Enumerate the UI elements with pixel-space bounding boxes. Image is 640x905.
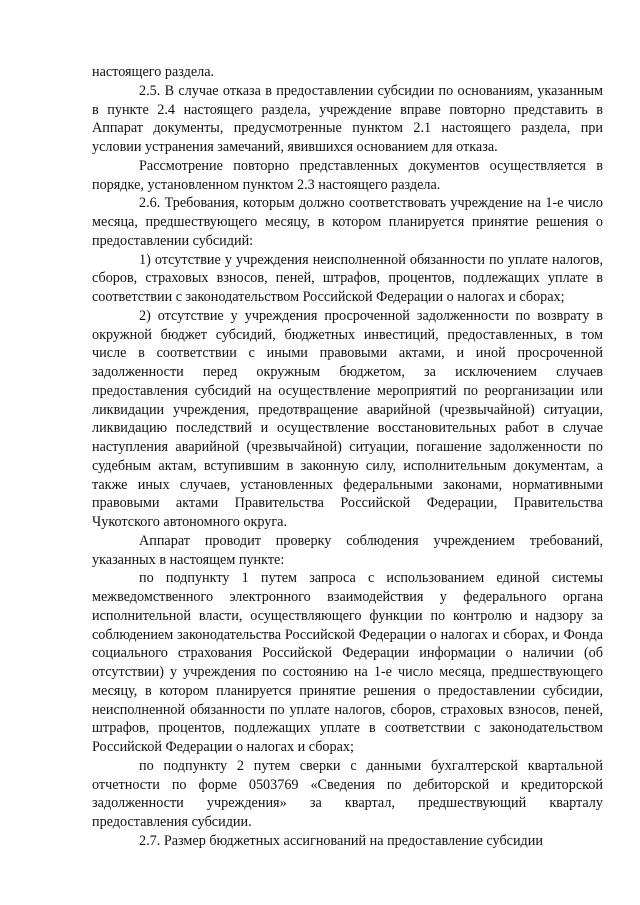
paragraph-2-6: 2.6. Требования, которым должно соответствовать учреждение на 1-е число месяца, предшествующего месяцу, в котором планируется принятие решения о предоставлении субсидий: [92,195,603,249]
paragraph-verification-subitem-2: по подпункту 2 путем сверки с данными бухгалтерской квартальной отчетности по форме 0503769 «Сведения по дебиторской и кредиторской задолженности учреждения» за квартал, предшествующий кварталу предоставления субсидии. [92,757,603,830]
paragraph-verification-intro: Аппарат проводит проверку соблюдения учреждением требований, указанных в настоящем пункте: [92,532,603,568]
paragraph-requirement-2: 2) отсутствие у учреждения просроченной задолженности по возврату в окружной бюджет субсидий, бюджетных инвестиций, предоставленных, в том числе в соответствии с иными правовыми актами, и иной просроченной задолженности перед окружным бюджетом, за исключением случаев предоставления субсидий на осуществление мероприятий по реорганизации или ликвидации учреждения, предотвращение аварийной (чрезвычайной) ситуации, ликвидацию последствий и осуществление восстановительных работ в случае наступления аварийной (чрезвычайной) ситуации, погашение задолженности по судебным актам, вступившим в законную силу, исполнительным документам, а также иных случаев, установленных федеральными законами, нормативными правовыми актами Правительства Российской Федерации, Правительства Чукотского автономного округа. [92,307,603,530]
paragraph-section-continuation: настоящего раздела. [92,64,215,80]
paragraph-verification-subitem-1: по подпункту 1 путем запроса с использованием единой системы межведомственного электронного взаимодействия у федерального органа исполнительной власти, осуществляющего функции по контролю и надзору за соблюдением законодательства Российской Федерации о налогах и сборах, и Фонда социального страхования Российской Федерации информации о наличии (об отсутствии) у учреждения по состоянию на 1-е число месяца, предшествующего месяцу, в котором планируется принятие решения о предоставлении субсидии, неисполненной обязанности по уплате налогов, сборов, страховых взносов, пеней, штрафов, процентов, подлежащих уплате в соответствии с законодательством Российской Федерации о налогах и сборах; [92,570,603,755]
paragraph-requirement-1: 1) отсутствие у учреждения неисполненной обязанности по уплате налогов, сборов, страховых взносов, пеней, штрафов, процентов, подлежащих уплате в соответствии с законодательством Российской Федерации о налогах и сборах; [92,251,603,305]
paragraph-2-7: 2.7. Размер бюджетных ассигнований на предоставление субсидии [139,832,543,849]
paragraph-2-5: 2.5. В случае отказа в предоставлении субсидии по основаниям, указанным в пункте 2.4 настоящего раздела, учреждение вправе повторно представить в Аппарат документы, предусмотренные пунктом 2.1 настоящего раздела, при условии устранения замечаний, явившихся основанием для отказа. [92,82,603,155]
document-body [92,63,603,851]
paragraph-resubmission-review: Рассмотрение повторно представленных документов осуществляется в порядке, установленном пунктом 2.3 настоящего раздела. [92,157,603,193]
